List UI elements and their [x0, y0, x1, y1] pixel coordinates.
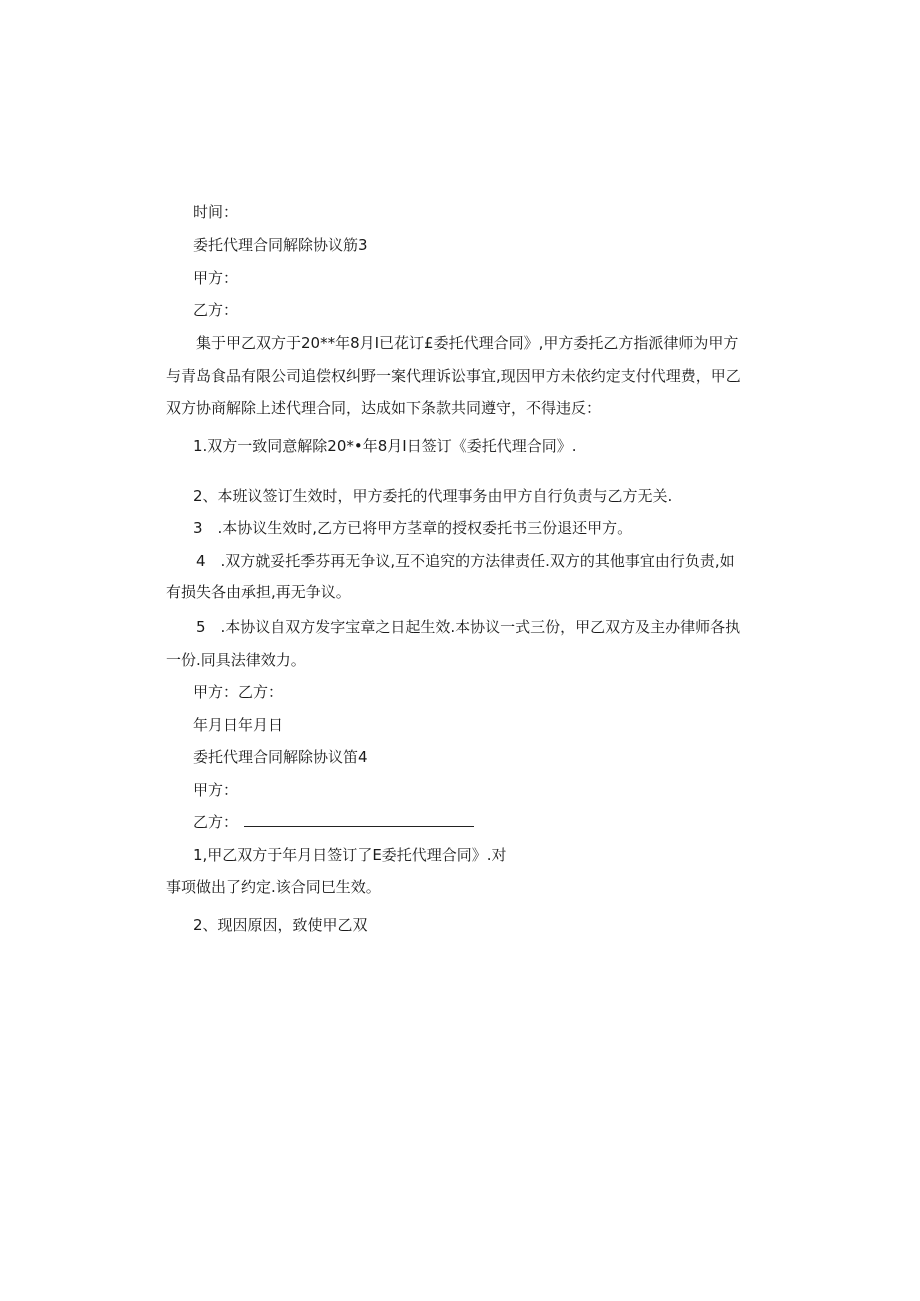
party-b-label-2: 乙方： [193, 813, 239, 831]
intro-paragraph-line-1: 集于甲乙双方于20**年8月I已花订£委托代理合同》,甲方委托乙方指派律师为甲方 [196, 334, 739, 352]
party-a-label-2: 甲方： [193, 781, 239, 799]
clause-3: 3 .本协议生效时,乙方已将甲方茎章的授权委托书三份退还甲方。 [193, 519, 633, 537]
clause-2: 2、本班议签订生效时，甲方委托的代理事务由甲方自行负责与乙方无关. [193, 487, 673, 505]
party-b-blank-line [244, 812, 474, 827]
party-a-label: 甲方： [193, 269, 239, 287]
clause-1: 1.双方一致同意解除20*•年8月I日签订《委托代理合同》. [193, 437, 577, 455]
signature-dates: 年月日年月日 [193, 716, 284, 734]
section-4-clause-1-line-1: 1,甲乙双方于年月日签订了E委托代理合同》.对 [193, 846, 507, 864]
section-title-4: 委托代理合同解除协议笛4 [193, 748, 368, 766]
section-title-3: 委托代理合同解除协议筋3 [193, 236, 368, 254]
time-label: 时间： [193, 203, 239, 221]
section-4-clause-1-line-2: 事项做出了约定.该合同巳生效。 [166, 878, 381, 896]
section-4-clause-2: 2、现因原因，致使甲乙双 [193, 916, 368, 934]
party-b-label: 乙方： [193, 301, 239, 319]
clause-5-line-2: 一份.同具法律效力。 [166, 651, 306, 669]
clause-5-line-1: 5 .本协议自双方发字宝章之日起生效.本协议一式三份，甲乙双方及主办律师各执 [196, 618, 741, 636]
signature-parties: 甲方：乙方： [193, 683, 284, 701]
party-b-line-2 [193, 812, 474, 832]
clause-4-line-1: 4 .双方就妥托季芬再无争议,互不追究的方法律责任.双方的其他事宜由行负责,如 [196, 552, 735, 570]
intro-paragraph-line-2: 与青岛食品有限公司追偿权纠野一案代理诉讼事宜,现因甲方未依约定支付代理费，甲乙 [166, 367, 741, 385]
clause-4-line-2: 有损失各由承担,再无争议。 [166, 583, 351, 601]
intro-paragraph-line-3: 双方协商解除上述代理合同，达成如下条款共同遵守，不得违反： [166, 399, 602, 417]
